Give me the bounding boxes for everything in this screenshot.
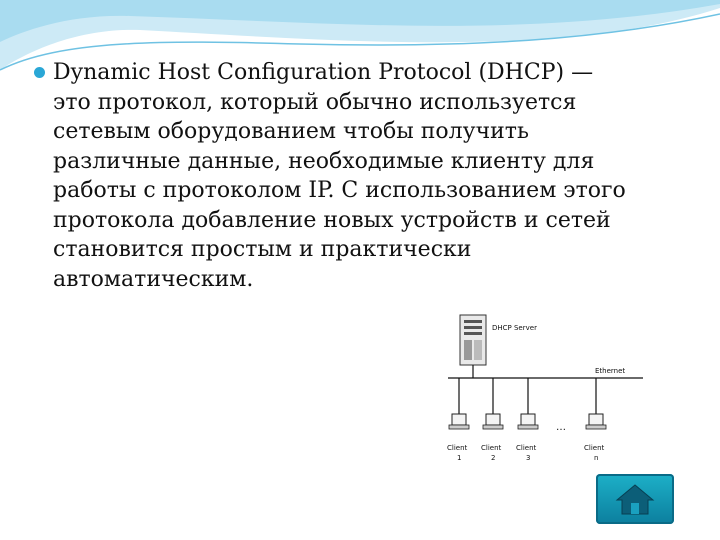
client-id: 3: [526, 454, 531, 462]
body-paragraph: Dynamic Host Configuration Protocol (DHCP) — это протокол, который обычно используется сетевым оборудованием чтобы получить различные данные, необходимые клиенту для работы с протоколом IP. С использованием этого протокола добавление новых устройств и сетей становится простым и практически автоматическим.: [53, 60, 626, 292]
client-computer: [483, 378, 503, 429]
bullet-item: [34, 58, 634, 294]
client-computer: [586, 378, 606, 429]
network-label: Ethernet: [595, 367, 626, 375]
home-icon: [615, 482, 655, 516]
dhcp-network-diagram: [428, 310, 652, 470]
client-label: Client: [584, 444, 605, 452]
client-label: Client: [481, 444, 502, 452]
server-icon: [460, 315, 486, 365]
client-id: 2: [491, 454, 496, 462]
client-computer: [518, 378, 538, 429]
client-id: n: [594, 454, 599, 462]
slide-body: [34, 58, 634, 294]
home-button[interactable]: [596, 474, 674, 524]
client-computer: [449, 378, 469, 429]
client-label: Client: [516, 444, 537, 452]
server-label: DHCP Server: [492, 324, 537, 332]
client-label: Client: [447, 444, 468, 452]
client-id: 1: [457, 454, 462, 462]
ellipsis: …: [556, 422, 566, 433]
bullet-icon: [34, 67, 45, 78]
